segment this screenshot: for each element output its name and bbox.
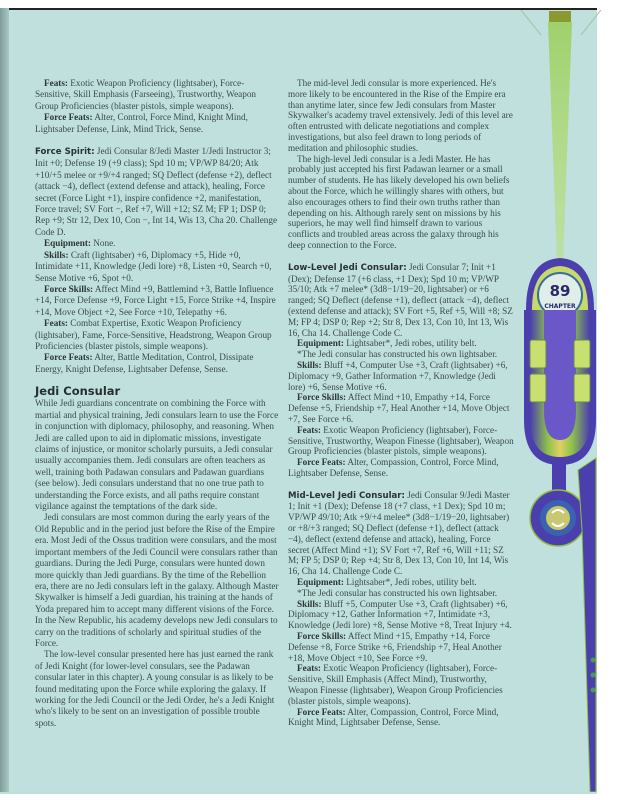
force-spirit-feats: Feats: Combat Expertise, Exotic Weapon Proficiency (lightsaber), Fame, Force-Sensitive, Headstrong, Weapon Group Proficiencies (blaster pistols, simple weapons). xyxy=(35,318,272,351)
mid-level-force-skills: Force Skills: Affect Mind +15, Empathy +14, Force Defense +8, Force Strike +6, Friendship +7, Heal Another +18, Move Object +10, See Force +9. xyxy=(288,631,502,663)
mid-level-equipment: Equipment: Lightsaber*, Jedi robes, utility belt. xyxy=(297,577,477,588)
low-level-skills: Skills: Bluff +4, Computer Use +3, Craft (lightsaber) +6, Diplomacy +9, Gather Information +7, Knowledge (Jedi lore) +6, Sense Motive +6. xyxy=(288,359,508,392)
low-level-force-feats: Force Feats: Alter, Compassion, Control, Force Mind, Lightsaber Defense, Sense. xyxy=(288,457,499,478)
low-level-note: *The Jedi consular has constructed his own lightsaber. xyxy=(297,349,498,360)
left-column xyxy=(35,78,279,375)
rail-light xyxy=(591,673,596,678)
mid-level-stats: Mid-Level Jedi Consular: Jedi Consular 9/Jedi Master 1; Init +1 (Dex); Defense 18 (+7 class, +1 Dex); Spd 10 m; VP/WP 49/10; Atk +9/+4 melee* (3d8−1/19−20, lightsaber) or +8/+3 ranged; SQ Deflect (defense +1), deflect (attack −4), deflect (extend defense and attack), healing, Force secret (Affect Mind +1); SV Fort +7, Ref +6, Will +11; SZ M; FP 5; DSP 0; Rep +4; Str 8, Dex 13, Con 10, Int 14, Wis 16, Cha 14. Challenge Code C. xyxy=(288,489,510,577)
u-tube-ornament xyxy=(524,310,596,465)
side-rail xyxy=(578,458,596,792)
body-paragraph: The mid-level Jedi consular is more experienced. He's more likely to be encountered in the Rise of the Empire era than anytime later, since few Jedi consulars from Master Skywalker's academy travel extensively. Jedi of this level are often entrusted with delicate negotiations and complex investigations, but also feel drawn to long periods of meditation and philosophic studies. xyxy=(288,78,513,153)
rail-light xyxy=(591,688,596,693)
intro-feats: Feats: Exotic Weapon Proficiency (lightsaber), Force-Sensitive, Skill Emphasis (Farseeing), Trustworthy, Weapon Group Proficiencies (blaster pistols, simple weapons). xyxy=(35,78,257,111)
force-spirit-force-feats: Force Feats: Alter, Battle Meditation, Control, Dissipate Energy, Knight Defense, Lightsaber Defense, Sense. xyxy=(35,352,254,374)
body-paragraph: The high-level Jedi consular is a Jedi Master. He has probably just accepted his first Padawan learner or a small number of students. He has likely developed his own beliefs about the Force, which he willingly shares with others, but also encourages others to find their own truths rather than depending on his. Although rarely sent on missions by his superiors, he may well find himself drawn to various conflicts and troubled areas across the galaxy through his deep connection to the Force. xyxy=(288,153,510,250)
chapter-sidebar-art xyxy=(516,10,611,792)
force-spirit-force-skills: Force Skills: Affect Mind +9, Battlemind +3, Battle Influence +14, Force Defense +9, Force Light +15, Force Strike +4, Inspire +14, Move Object +2, See Force +10, Telepathy +6. xyxy=(35,283,276,317)
jedi-consular-section xyxy=(35,386,279,729)
chapter-badge xyxy=(526,258,594,317)
rail-light xyxy=(591,658,596,663)
mid-level-feats: Feats: Exotic Weapon Proficiency (lightsaber), Force-Sensitive, Skill Emphasis (Affect Mind), Trustworthy, Weapon Finesse (lightsaber), Weapon Group Proficiencies (blaster pistols, simple weapons). xyxy=(288,663,503,706)
low-level-stats: Low-Level Jedi Consular: Jedi Consular 7; Init +1 (Dex); Defense 17 (+6 class, +1 Dex); Spd 10 m; VP/WP 35/10; Atk +7 melee* (3d8−1/19−20, lightsaber) or +6 ranged; SQ Deflect (defense +1), deflect (attack −4), deflect (extend defense and attack); SV Fort +5, Ref +5, Will +8; SZ M; FP 4; DSP 0; Rep +2; Str 8, Dex 13, Con 10, Int 13, Wis 16, Cha 14. Challenge Code C. xyxy=(288,261,513,338)
low-level-equipment: Equipment: Lightsaber*, Jedi robes, utility belt. xyxy=(297,338,477,349)
force-spirit-equipment: Equipment: None. xyxy=(44,238,116,249)
page-spine-shadow xyxy=(0,8,9,792)
force-spirit-skills: Skills: Craft (lightsaber) +6, Diplomacy +5, Hide +0, Intimidate +11, Knowledge (Jedi lore) +8, Listen +0, Search +0, Sense Motive +6, Spot +0. xyxy=(35,249,272,283)
page-number: 89 xyxy=(549,282,571,300)
emblem-medallion xyxy=(530,490,586,546)
right-column xyxy=(288,78,514,728)
force-spirit-stats: Force Spirit: Jedi Consular 8/Jedi Master 1/Jedi Instructor 3; Init +0; Defense 19 (+9 class); Spd 10 m; VP/WP 84/20; Atk +10/+5 melee or +9/+4 ranged; SQ Deflect (defense +2), deflect (attack −4), deflect (extend defense and attack), healing, Force secret (Force Light +1), inspire confidence +2, manifestation, Force travel; SV Fort −, Ref +7, Will +12; SZ M; FP 1; DSP 0; Rep +9; Str 12, Dex 10, Con −, Int 14, Wis 13, Cha 20. Challenge Code D. xyxy=(35,146,278,237)
mid-level-skills: Skills: Bluff +5, Computer Use +3, Craft (lightsaber) +6, Diplomacy +12, Gather Information +7, Intimidate +3, Knowledge (Jedi lore) +8, Sense Motive +8, Treat Injury +4. xyxy=(288,598,512,631)
low-level-force-skills: Force Skills: Affect Mind +10, Empathy +14, Force Defense +5, Friendship +7, Heal Another +14, Move Object +7, See Force +6. xyxy=(288,392,510,424)
low-level-feats: Feats: Exotic Weapon Proficiency (lightsaber), Force-Sensitive, Trustworthy, Weapon Finesse (lightsaber), Weapon Group Proficiencies (blaster pistols, simple weapons). xyxy=(288,424,514,457)
body-paragraph: While Jedi guardians concentrate on combining the Force with martial and physical training, Jedi consulars learn to use the Force in conjunction with diplomacy, philosophy, and reasoning. When Jedi are called upon to aid in diplomatic missions, investigate claims of injustice, or monitor scholarly pursuits, a Jedi consular usually accompanies them. Jedi consulars are often teachers as well, training both Padawan consulars and Padawan guardians (see below). Jedi consulars understand that no one true path to understanding the Force exists, and all paths require constant vigilance against the temptations of the dark side. xyxy=(35,398,279,512)
mid-level-note: *The Jedi consular has constructed his own lightsaber. xyxy=(297,587,498,598)
light-beam xyxy=(548,22,572,262)
body-paragraph: Jedi consulars are most common during the early years of the Old Republic and in the period just before the Rise of the Empire era. Most Jedi of the Ossus tradition were consulars, and the most important members of the Jedi Council were consulars rather than guardians. During the Jedi Purge, consulars were hunted down more quickly than Jedi guardians. By the time of the Rebellion era, there are no Jedi consulars left in the galaxy. Although Master Skywalker is himself a Jedi guardian, his training at the hands of Yoda prepared him to accept many different visions of the Force. In the New Republic, his academy develops new Jedi consulars to carry on the traditions of scholarly and spiritual studies of the Force. xyxy=(35,512,279,648)
connector xyxy=(552,462,566,492)
section-heading: Jedi Consular xyxy=(35,384,121,398)
mid-level-force-feats: Force Feats: Alter, Compassion, Control, Force Mind, Knight Mind, Lightsaber Defense, Sense. xyxy=(288,706,499,728)
intro-force-feats: Force Feats: Alter, Control, Force Mind, Knight Mind, Lightsaber Defense, Link, Mind Trick, Sense. xyxy=(35,112,248,134)
chapter-label: CHAPTER xyxy=(544,303,576,310)
body-paragraph: The low-level consular presented here has just earned the rank of Jedi Knight (for lower-level consulars, see the Padawan consular later in this chapter). A young consular is as likely to be found meditating upon the Force while exploring the galaxy. If working for the Jedi Council or the Jedi Order, he's a Jedi Knight who's likely to be sent on an investigation of possible trouble spots. xyxy=(35,649,275,728)
